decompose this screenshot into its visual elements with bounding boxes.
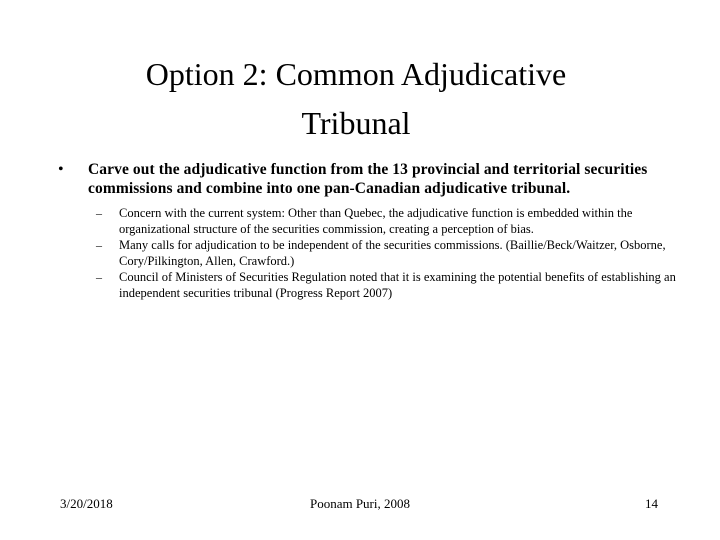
sub-bullet-item [96,237,676,269]
sub-bullet-text: Concern with the current system: Other than Quebec, the adjudicative function is embedded within the organizational structure of the securities commission, creating a perception of bias. [119,206,633,236]
slide-title-line-1: Option 2: Common Adjudicative [145,56,567,92]
dash-marker: – [96,270,102,284]
slide-title [96,50,616,148]
footer-date: 3/20/2018 [60,496,113,511]
main-bullet-text: Carve out the adjudicative function from the 13 provincial and territorial securities commissions and combine into one pan-Canadian adjudicative tribunal. [88,161,648,197]
footer-author: Poonam Puri, 2008 [309,496,411,511]
dash-marker: – [96,238,102,252]
sub-bullet-text: Council of Ministers of Securities Regulation noted that it is examining the potential benefits of establishing an independent securities tribunal (Progress Report 2007) [119,270,676,300]
footer-page-number: 14 [645,496,658,511]
bullet-marker: • [58,161,64,178]
sub-bullet-item [96,269,676,301]
sub-bullet-item [96,205,676,237]
dash-marker: – [96,206,102,220]
sub-bullet-text: Many calls for adjudication to be independent of the securities commissions. (Baillie/Beck/Waitzer, Osborne, Cory/Pilkington, Allen, Crawford.) [119,238,666,268]
slide-title-line-2: Tribunal [301,105,411,141]
sub-bullet-list [96,205,676,301]
